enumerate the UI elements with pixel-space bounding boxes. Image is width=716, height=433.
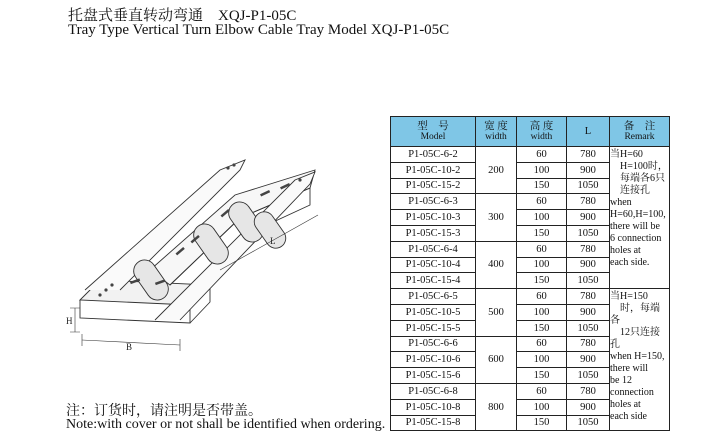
header-length: L (567, 117, 610, 147)
cell-length: 780 (567, 194, 610, 210)
cell-height: 150 (517, 273, 567, 289)
footer-note-english: Note:with cover or not shall be identified when ordering. (66, 417, 386, 432)
cell-height: 60 (517, 194, 567, 210)
cell-length: 1050 (567, 273, 610, 289)
cell-model: P1-05C-6-5 (391, 289, 476, 305)
cell-model: P1-05C-6-6 (391, 336, 476, 352)
cell-length: 900 (567, 352, 610, 368)
footer-note-chinese: 注：订货时，请注明是否带盖。 (66, 404, 262, 419)
cell-length: 1050 (567, 225, 610, 241)
title-chinese: 托盘式垂直转动弯通 XQJ-P1-05C (68, 8, 297, 24)
header-height: 高 度 width (517, 117, 567, 147)
cell-length: 1050 (567, 415, 610, 431)
cell-height: 60 (517, 147, 567, 163)
cell-model: P1-05C-6-2 (391, 147, 476, 163)
spec-table (390, 116, 670, 431)
cell-height: 150 (517, 225, 567, 241)
cell-height: 150 (517, 368, 567, 384)
cell-width: 400 (476, 241, 517, 288)
cell-model: P1-05C-15-4 (391, 273, 476, 289)
cell-length: 780 (567, 241, 610, 257)
cell-model: P1-05C-10-4 (391, 257, 476, 273)
cell-width: 200 (476, 147, 517, 194)
cell-length: 780 (567, 289, 610, 305)
cell-model: P1-05C-15-6 (391, 368, 476, 384)
cell-model: P1-05C-10-6 (391, 352, 476, 368)
cell-length: 900 (567, 304, 610, 320)
cell-model: P1-05C-15-2 (391, 178, 476, 194)
cell-height: 60 (517, 289, 567, 305)
cell-remark: 当H=150 时，每端各 12只连接孔 when H=150, there will be 12 connection holes at each side (610, 289, 670, 431)
cell-model: P1-05C-10-8 (391, 399, 476, 415)
cell-length: 900 (567, 257, 610, 273)
header-remark: 备 注 Remark (610, 117, 670, 147)
cell-length: 780 (567, 383, 610, 399)
dimension-label-h: H (66, 316, 73, 326)
cell-model: P1-05C-6-4 (391, 241, 476, 257)
cell-length: 1050 (567, 320, 610, 336)
cell-height: 60 (517, 241, 567, 257)
cell-length: 780 (567, 147, 610, 163)
dimension-label-l: L (270, 236, 276, 246)
dimension-label-b: B (126, 342, 133, 352)
cell-model: P1-05C-10-5 (391, 304, 476, 320)
cell-length: 780 (567, 336, 610, 352)
title-english: Tray Type Vertical Turn Elbow Cable Tray Model XQJ-P1-05C (68, 22, 450, 38)
cell-length: 1050 (567, 368, 610, 384)
cell-width: 800 (476, 383, 517, 430)
cell-length: 900 (567, 162, 610, 178)
cell-height: 60 (517, 336, 567, 352)
cell-width: 300 (476, 194, 517, 241)
table-row (391, 289, 670, 305)
cell-model: P1-05C-6-8 (391, 383, 476, 399)
cell-height: 100 (517, 210, 567, 226)
cell-height: 150 (517, 415, 567, 431)
cell-length: 1050 (567, 178, 610, 194)
table-header-row (391, 117, 670, 147)
cell-height: 100 (517, 304, 567, 320)
cell-width: 600 (476, 336, 517, 383)
cell-length: 900 (567, 399, 610, 415)
cell-height: 100 (517, 162, 567, 178)
cell-model: P1-05C-10-2 (391, 162, 476, 178)
cell-length: 900 (567, 210, 610, 226)
cell-model: P1-05C-15-8 (391, 415, 476, 431)
cell-height: 150 (517, 178, 567, 194)
cell-height: 60 (517, 383, 567, 399)
table-row (391, 147, 670, 163)
cell-height: 150 (517, 320, 567, 336)
cell-model: P1-05C-10-3 (391, 210, 476, 226)
header-width: 宽 度 width (476, 117, 517, 147)
cell-height: 100 (517, 399, 567, 415)
cable-tray-elbow-drawing (60, 140, 330, 355)
cell-model: P1-05C-15-5 (391, 320, 476, 336)
header-model: 型 号 Model (391, 117, 476, 147)
cell-model: P1-05C-6-3 (391, 194, 476, 210)
cell-remark: 当H=60 H=100时， 每端各6只 连接孔 when H=60,H=100, there will be 6 connection holes at each side. (610, 147, 670, 289)
cell-width: 500 (476, 289, 517, 336)
cell-height: 100 (517, 352, 567, 368)
cell-height: 100 (517, 257, 567, 273)
cell-model: P1-05C-15-3 (391, 225, 476, 241)
